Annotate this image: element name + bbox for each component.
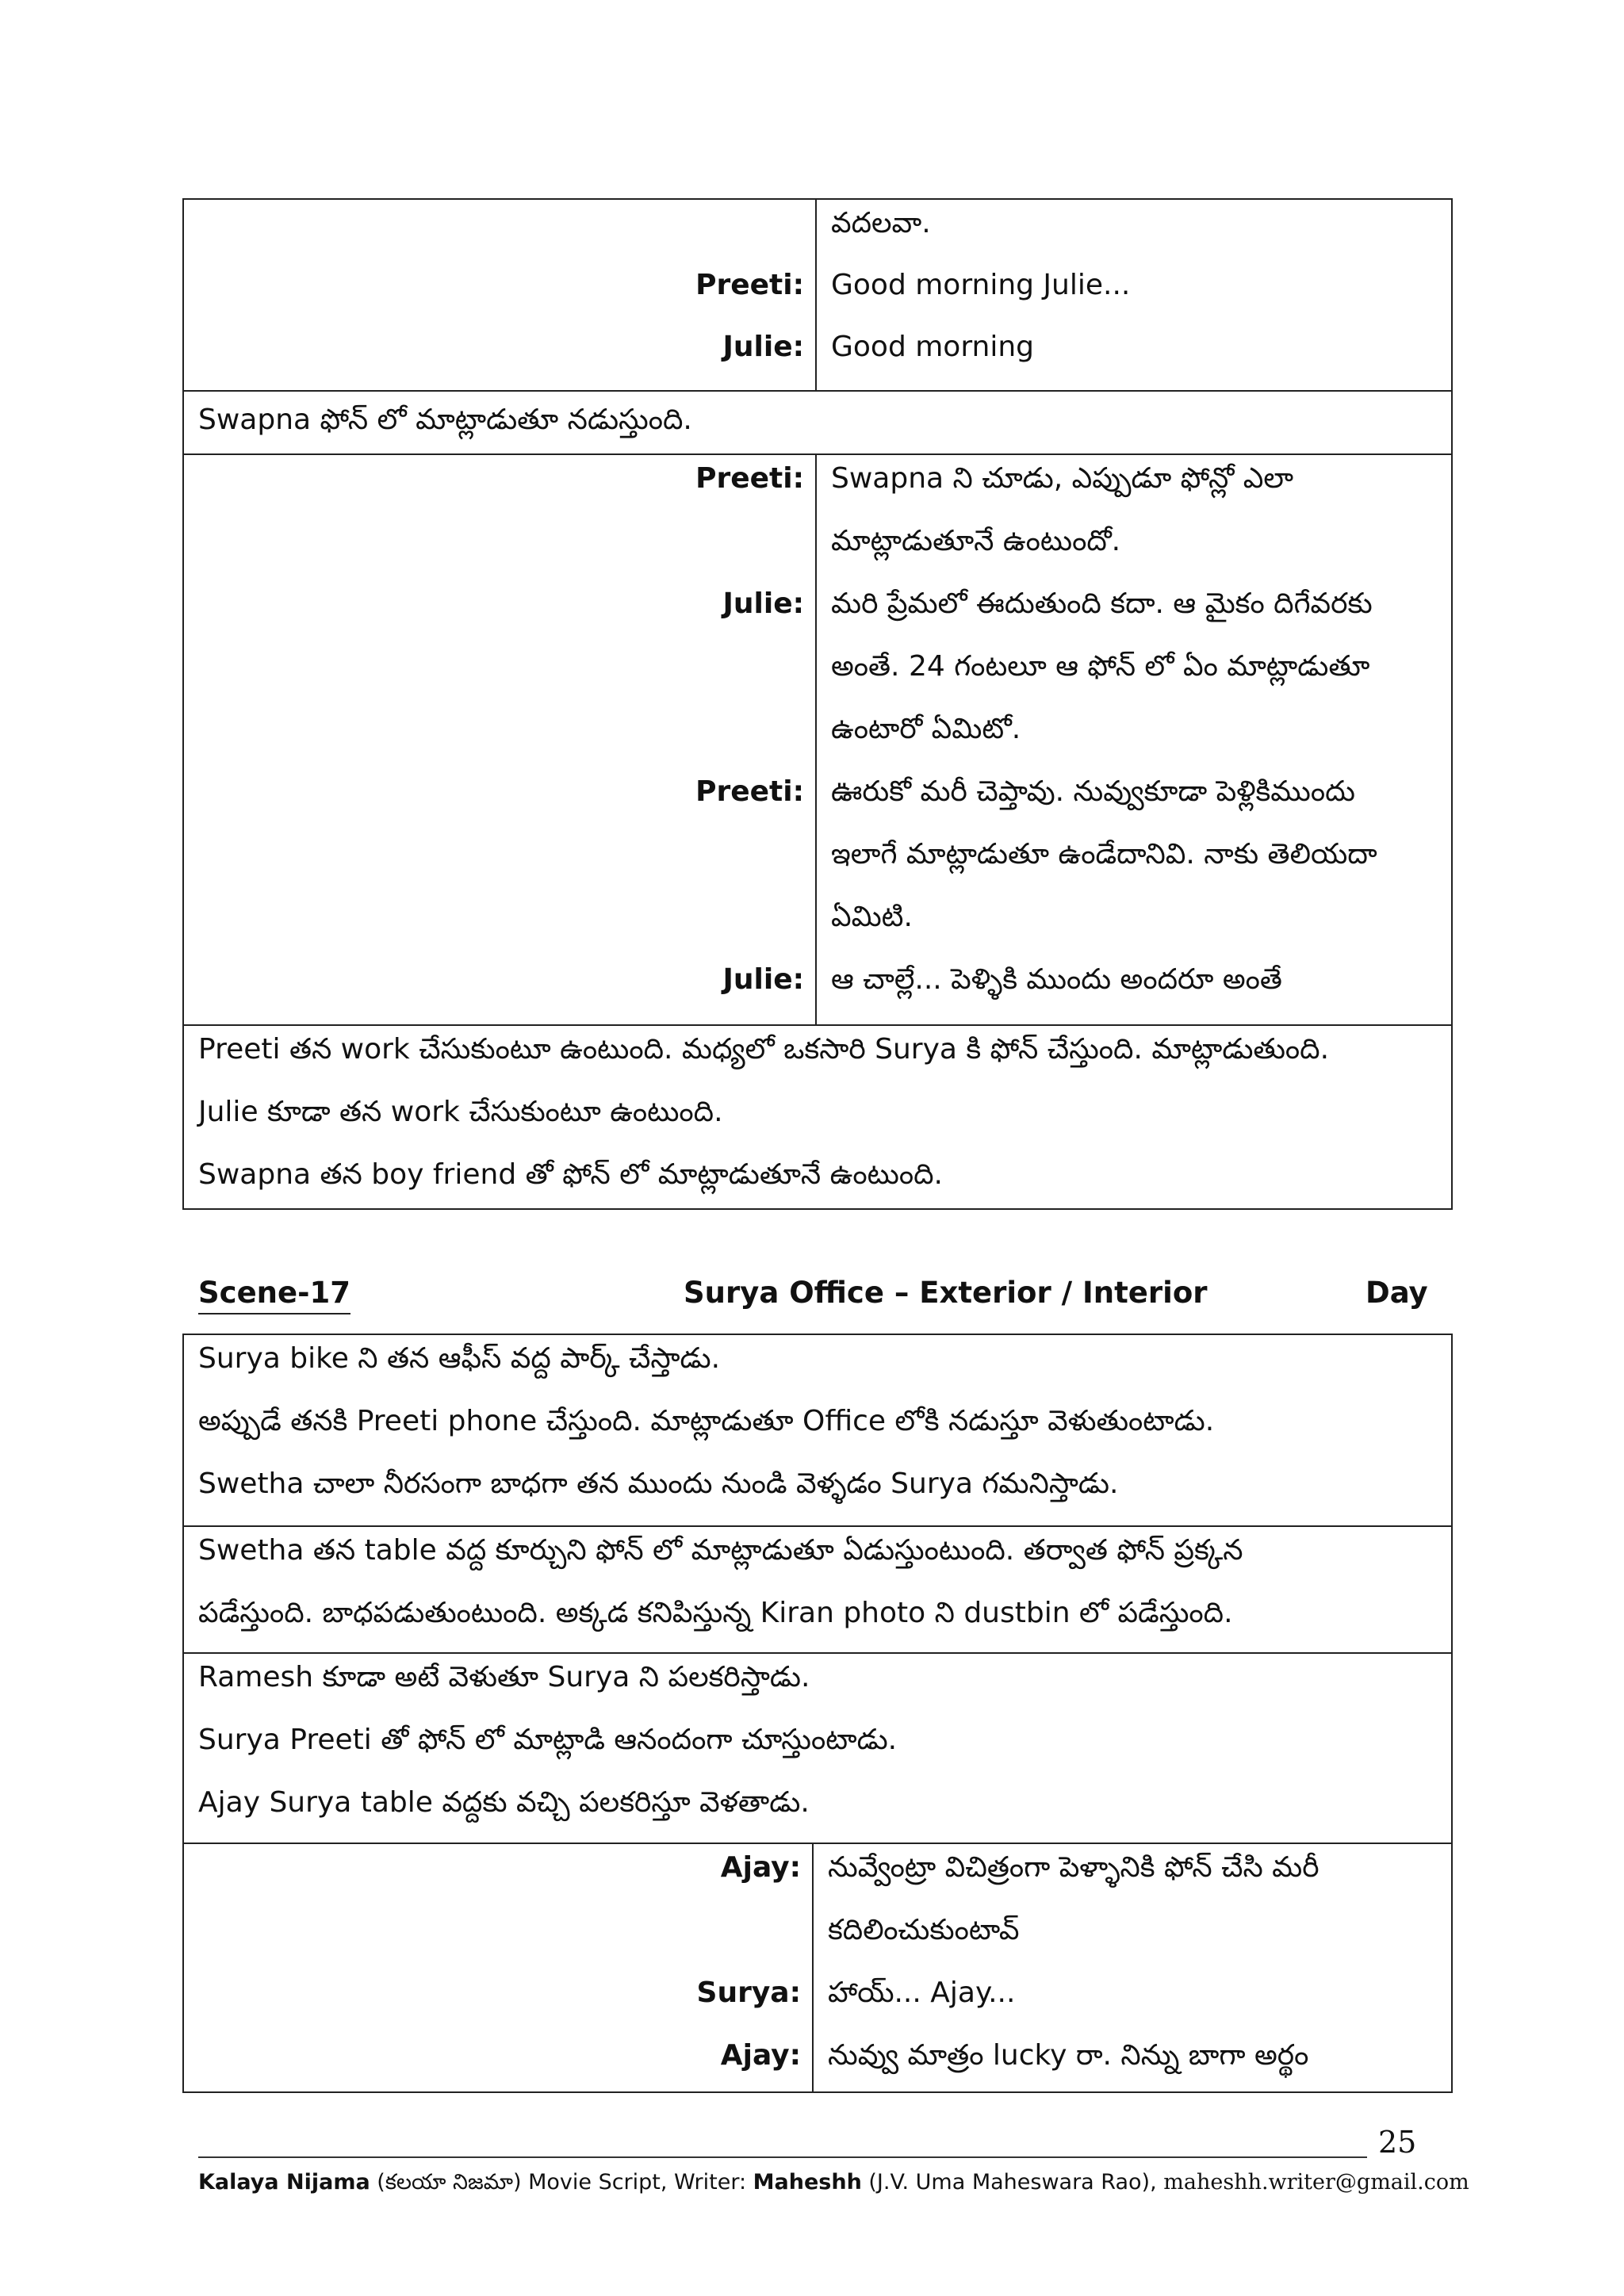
dialogue-line: మరి ప్రేమలో ఈదుతుంది కదా. ఆ మైకం దిగేవరకు bbox=[831, 587, 1373, 620]
dialogue-line: కదిలించుకుంటావ్ bbox=[828, 1914, 1020, 1946]
action-line: పడేస్తుంది. బాధపడుతుంటుంది. అక్కడ కనిపిస్తున్న Kiran photo ని dustbin లో పడేస్తుంది. bbox=[198, 1597, 1233, 1629]
action-line: Swetha చాలా నీరసంగా బాధగా తన ముందు నుండి వెళ్ళడం Surya గమనిస్తాడు. bbox=[198, 1468, 1119, 1500]
dialogue-line: Good morning bbox=[831, 331, 1034, 363]
script-table-1 bbox=[182, 198, 1453, 1210]
footer-title-telugu: (కలయా నిజమా) bbox=[377, 2170, 522, 2195]
action-row-5 bbox=[184, 1652, 1451, 1843]
script-table-2 bbox=[182, 1334, 1453, 2093]
speaker-name: Julie: bbox=[722, 331, 804, 363]
action-line: Julie కూడా తన work చేసుకుంటూ ఉంటుంది. bbox=[198, 1096, 723, 1128]
dialogue-line: Good morning Julie... bbox=[831, 269, 1131, 301]
action-row-1 bbox=[184, 390, 1451, 453]
action-line: Swetha తన table వద్ద కూర్చుని ఫోన్ లో మాట్లాడుతూ ఏడుస్తుంటుంది. తర్వాత ఫోన్ ప్రక్కన bbox=[198, 1534, 1243, 1567]
dialogue-line: ఏమిటి. bbox=[831, 901, 913, 933]
speaker-name: Preeti: bbox=[695, 269, 804, 301]
speaker-name: Ajay: bbox=[720, 2039, 801, 2072]
footer-email[interactable]: maheshh.writer@gmail.com bbox=[1163, 2170, 1469, 2195]
scene-time: Day bbox=[1365, 1276, 1428, 1310]
scene-number: Scene-17 bbox=[198, 1275, 350, 1314]
scene-location: Surya Office – Exterior / Interior bbox=[684, 1276, 1208, 1310]
action-line: Ajay Surya table వద్దకు వచ్చి పలకరిస్తూ వెళతాడు. bbox=[198, 1786, 810, 1819]
dialogue-line: వదలవా. bbox=[831, 207, 931, 239]
column-divider bbox=[815, 455, 817, 1024]
footer-credit bbox=[198, 2169, 1469, 2196]
column-divider bbox=[815, 200, 817, 390]
speaker-name: Julie: bbox=[722, 587, 804, 620]
footer-divider bbox=[198, 2156, 1367, 2158]
dialogue-line: Swapna ని చూడు, ఎప్పుడూ ఫోన్లో ఎలా bbox=[831, 462, 1294, 495]
action-line: Surya bike ని తన ఆఫీస్ వద్ద పార్క్ చేస్తాడు. bbox=[198, 1342, 721, 1375]
action-line: Surya Preeti తో ఫోన్ లో మాట్లాడి ఆనందంగా చూస్తుంటాడు. bbox=[198, 1724, 898, 1756]
footer-writer-full: (J.V. Uma Maheswara Rao), bbox=[868, 2170, 1157, 2195]
action-line: Swapna తన boy friend తో ఫోన్ లో మాట్లాడుతూనే ఉంటుంది. bbox=[198, 1158, 943, 1191]
dialogue-line: ఊరుకో మరీ చెప్తావు. నువ్వుకూడా పెళ్లికిముందు bbox=[831, 775, 1355, 808]
dialogue-block-1 bbox=[184, 200, 1451, 390]
speaker-name: Surya: bbox=[696, 1976, 801, 2009]
footer-script-label: Movie Script, Writer: bbox=[528, 2170, 747, 2195]
action-row-2 bbox=[184, 1024, 1451, 1208]
action-line: Ramesh కూడా అటే వెళుతూ Surya ని పలకరిస్తాడు. bbox=[198, 1661, 810, 1693]
dialogue-line: మాట్లాడుతూనే ఉంటుందో. bbox=[831, 525, 1121, 557]
speaker-name: Ajay: bbox=[720, 1851, 801, 1884]
dialogue-block-2 bbox=[184, 453, 1451, 1024]
column-divider bbox=[812, 1844, 814, 2091]
page-number: 25 bbox=[1378, 2125, 1417, 2160]
dialogue-line: నువ్వేంట్రా విచిత్రంగా పెళ్ళానికి ఫోన్ చేసి మరీ bbox=[828, 1851, 1320, 1884]
action-row-3 bbox=[184, 1335, 1451, 1525]
speaker-name: Preeti: bbox=[695, 462, 804, 495]
dialogue-line: నువ్వు మాత్రం lucky రా. నిన్ను బాగా అర్థం bbox=[828, 2039, 1309, 2072]
dialogue-block-3 bbox=[184, 1843, 1451, 2091]
dialogue-line: ఆ చాల్లే... పెళ్ళికి ముందు అందరూ అంతే bbox=[831, 963, 1282, 996]
footer-title: Kalaya Nijama bbox=[198, 2170, 370, 2195]
action-line: అప్పుడే తనకి Preeti phone చేస్తుంది. మాట్లాడుతూ Office లోకి నడుస్తూ వెళుతుంటాడు. bbox=[198, 1405, 1215, 1437]
action-row-4 bbox=[184, 1525, 1451, 1652]
action-line: Swapna ఫోన్ లో మాట్లాడుతూ నడుస్తుంది. bbox=[198, 404, 692, 436]
footer-writer: Maheshh bbox=[753, 2170, 862, 2195]
speaker-name: Preeti: bbox=[695, 775, 804, 808]
dialogue-line: ఇలాగే మాట్లాడుతూ ఉండేదానివి. నాకు తెలియదా bbox=[831, 838, 1377, 871]
speaker-name: Julie: bbox=[722, 963, 804, 996]
action-line: Preeti తన work చేసుకుంటూ ఉంటుంది. మధ్యలో ఒకసారి Surya కి ఫోన్ చేస్తుంది. మాట్లాడుతుంది. bbox=[198, 1033, 1330, 1066]
dialogue-line: అంతే. 24 గంటలూ ఆ ఫోన్ లో ఏం మాట్లాడుతూ bbox=[831, 650, 1370, 683]
dialogue-line: హాయ్... Ajay... bbox=[828, 1976, 1016, 2009]
dialogue-line: ఉంటారో ఏమిటో. bbox=[831, 713, 1021, 745]
